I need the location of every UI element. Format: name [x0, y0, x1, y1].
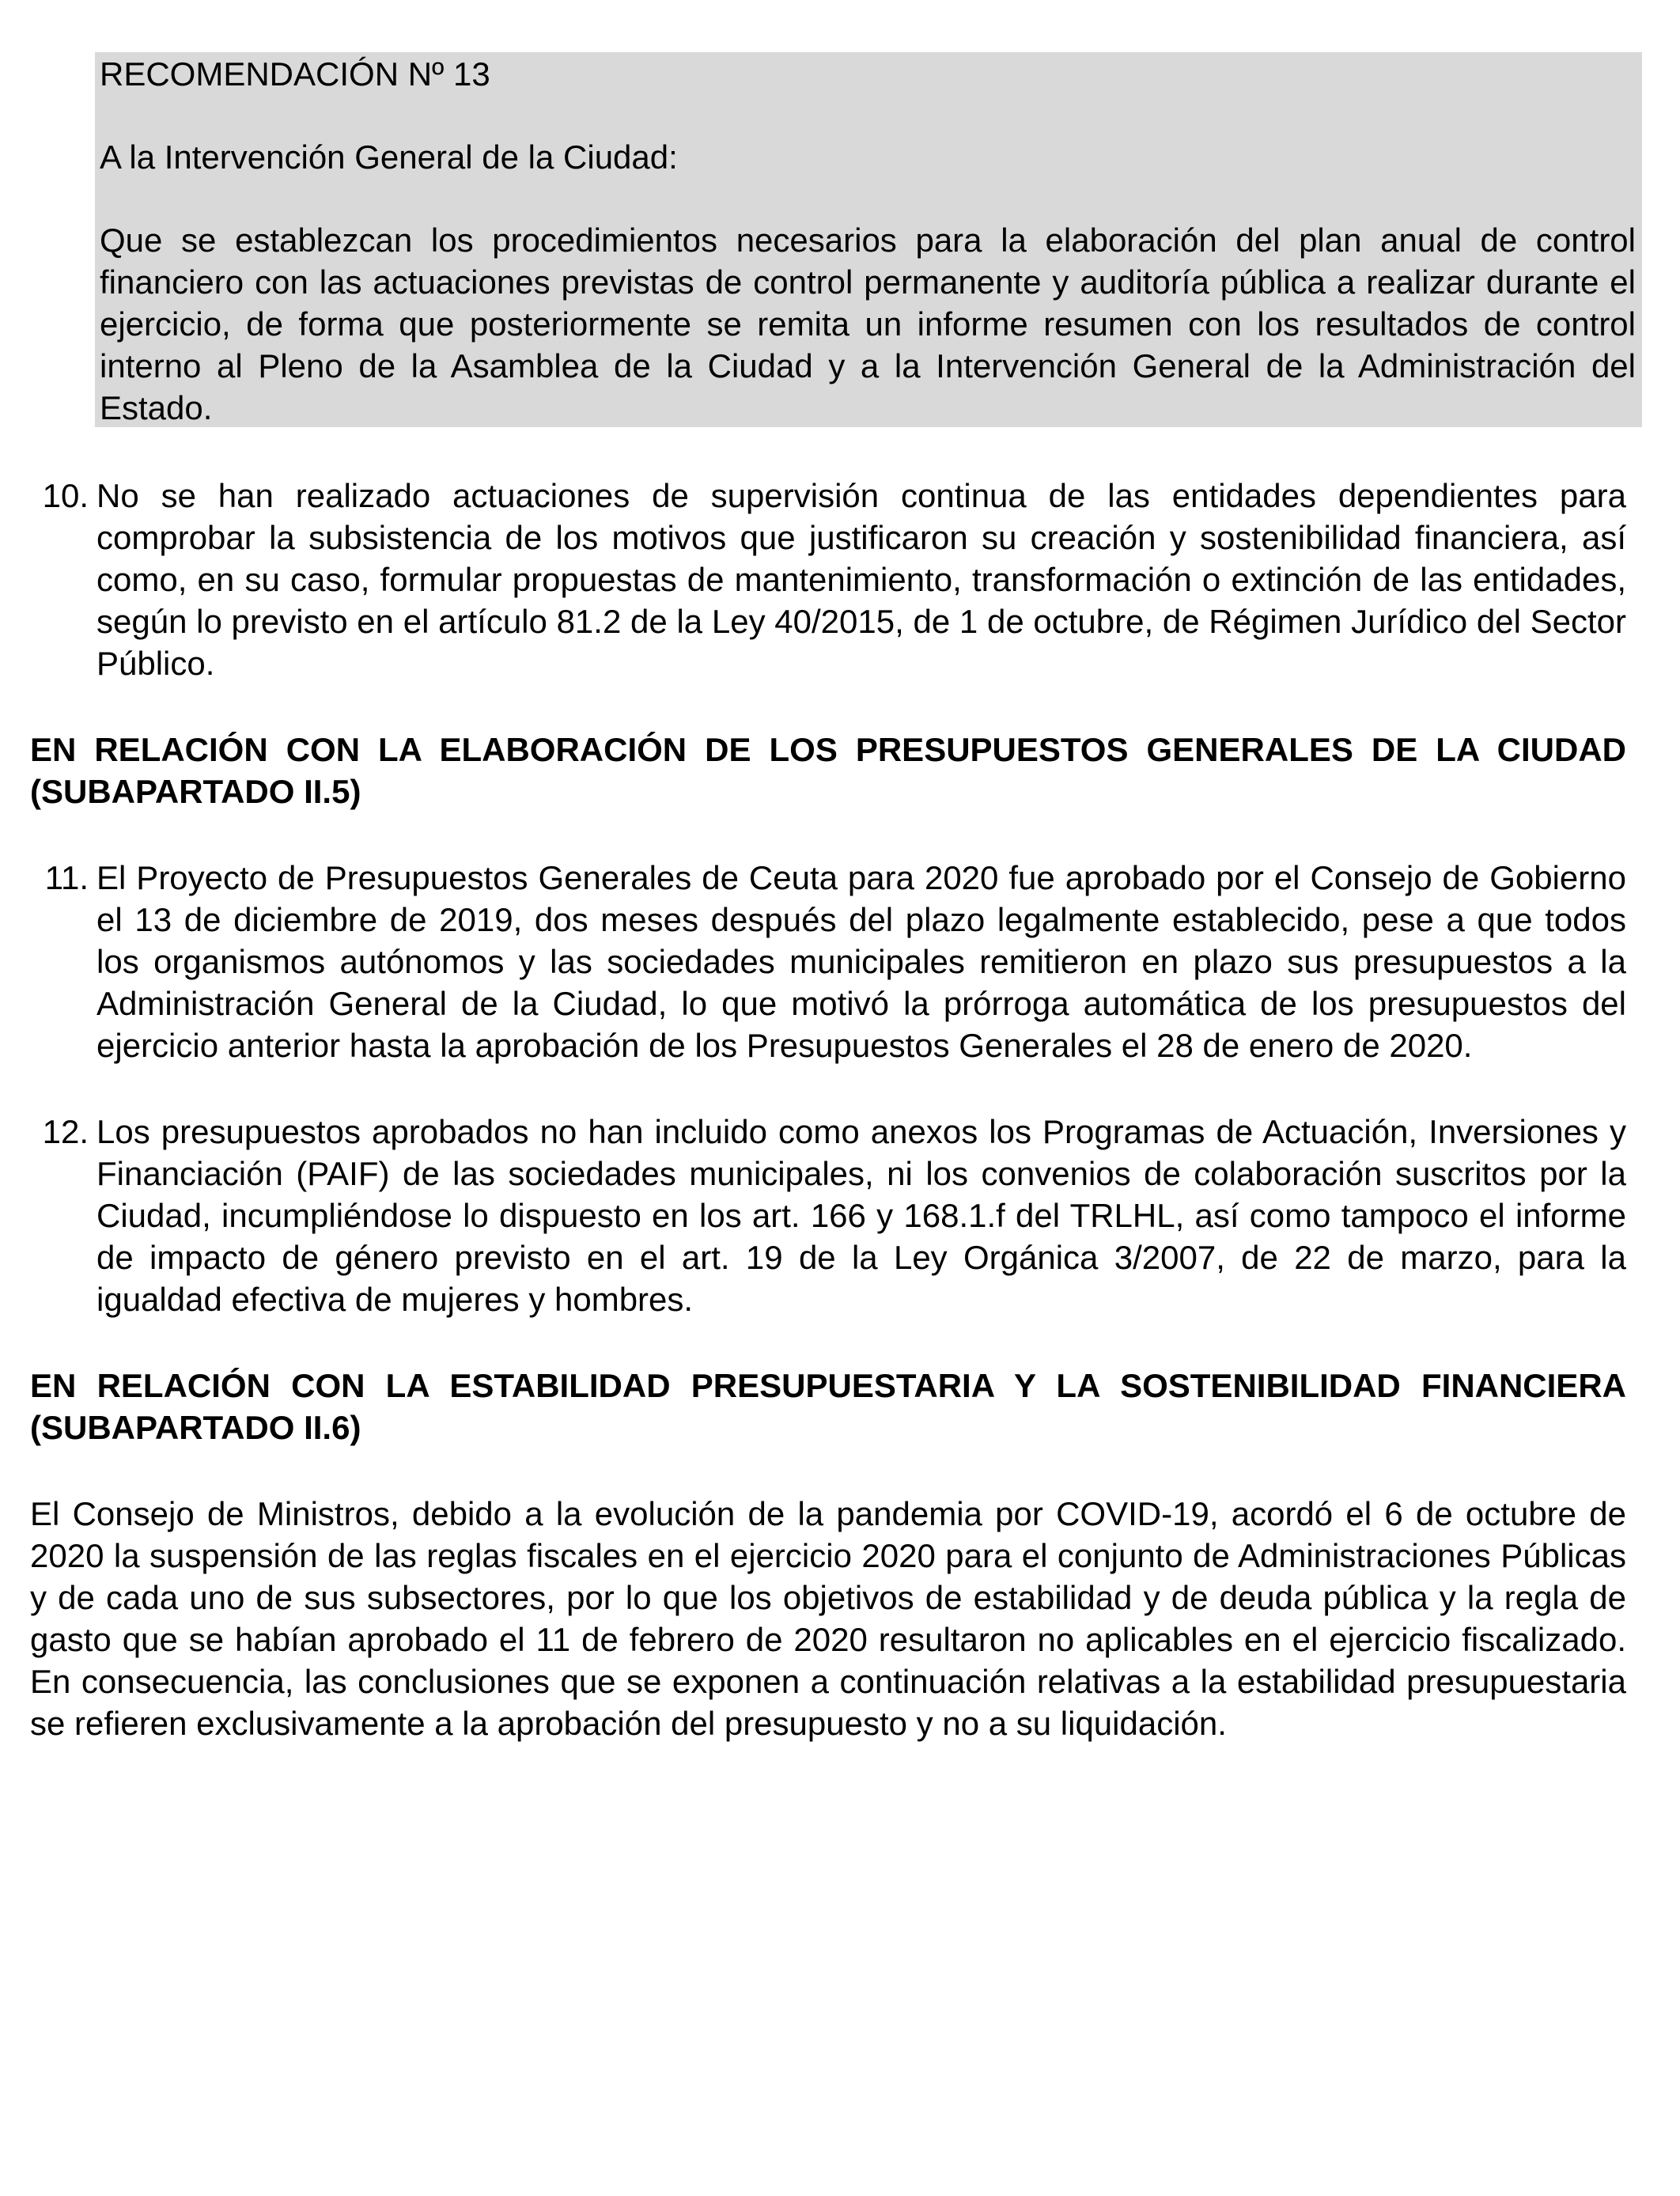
list-item-text: Los presupuestos aprobados no han incluido como anexos los Programas de Actuación, Inversiones y Financiación (PAIF) de las sociedades municipales, ni los convenios de colaboración suscritos por la Ciudad, incumpliéndose lo dispuesto en los art. 166 y 168.1.f del TRLHL, así como tampoco el informe de impacto de género previsto en el art. 19 de la Ley Orgánica 3/2007, de 22 de marzo, para la igualdad efectiva de mujeres y hombres.: [96, 1113, 1626, 1318]
recommendation-box: [95, 52, 1642, 427]
page-content: [30, 52, 1636, 1744]
section-heading-stability: EN RELACIÓN CON LA ESTABILIDAD PRESUPUESTARIA Y LA SOSTENIBILIDAD FINANCIERA (SUBAPARTADO II.6): [30, 1367, 1626, 1446]
recommendation-title: RECOMENDACIÓN Nº 13: [100, 55, 490, 93]
list-item-number: 10.: [42, 477, 89, 514]
section-heading-budget-preparation: EN RELACIÓN CON LA ELABORACIÓN DE LOS PRESUPUESTOS GENERALES DE LA CIUDAD (SUBAPARTADO II.5): [30, 731, 1626, 810]
recommendation-body: Que se establezcan los procedimientos necesarios para la elaboración del plan anual de control financiero con las actuaciones previstas de control permanente y auditoría pública a realizar durante el ejercicio, de forma que posteriormente se remita un informe resumen con los resultados de control interno al Pleno de la Asamblea de la Ciudad y a la Intervención General de la Administración del Estado.: [100, 221, 1636, 426]
recommendation-addressee: A la Intervención General de la Ciudad:: [100, 138, 678, 176]
list-item-number: 12.: [42, 1113, 89, 1150]
list-item-number: 11.: [44, 859, 89, 896]
list-item-12: [30, 1111, 1626, 1320]
list-item-11: [30, 857, 1626, 1066]
closing-paragraph: El Consejo de Ministros, debido a la evolución de la pandemia por COVID-19, acordó el 6 de octubre de 2020 la suspensión de las reglas fiscales en el ejercicio 2020 para el conjunto de Administraciones Públicas y de cada uno de sus subsectores, por lo que los objetivos de estabilidad y de deuda pública y la regla de gasto que se habían aprobado el 11 de febrero de 2020 resultaron no aplicables en el ejercicio fiscalizado. En consecuencia, las conclusiones que se exponen a continuación relativas a la estabilidad presupuestaria se refieren exclusivamente a la aprobación del presupuesto y no a su liquidación.: [30, 1495, 1626, 1742]
list-item-text: No se han realizado actuaciones de supervisión continua de las entidades dependientes para comprobar la subsistencia de los motivos que justificaron su creación y sostenibilidad financiera, así como, en su caso, formular propuestas de mantenimiento, transformación o extinción de las entidades, según lo previsto en el artículo 81.2 de la Ley 40/2015, de 1 de octubre, de Régimen Jurídico del Sector Público.: [96, 477, 1626, 682]
list-item-10: [30, 475, 1626, 684]
list-item-text: El Proyecto de Presupuestos Generales de Ceuta para 2020 fue aprobado por el Consejo de Gobierno el 13 de diciembre de 2019, dos meses después del plazo legalmente establecido, pese a que todos los organismos autónomos y las sociedades municipales remitieron en plazo sus presupuestos a la Administración General de la Ciudad, lo que motivó la prórroga automática de los presupuestos del ejercicio anterior hasta la aprobación de los Presupuestos Generales el 28 de enero de 2020.: [96, 859, 1626, 1064]
